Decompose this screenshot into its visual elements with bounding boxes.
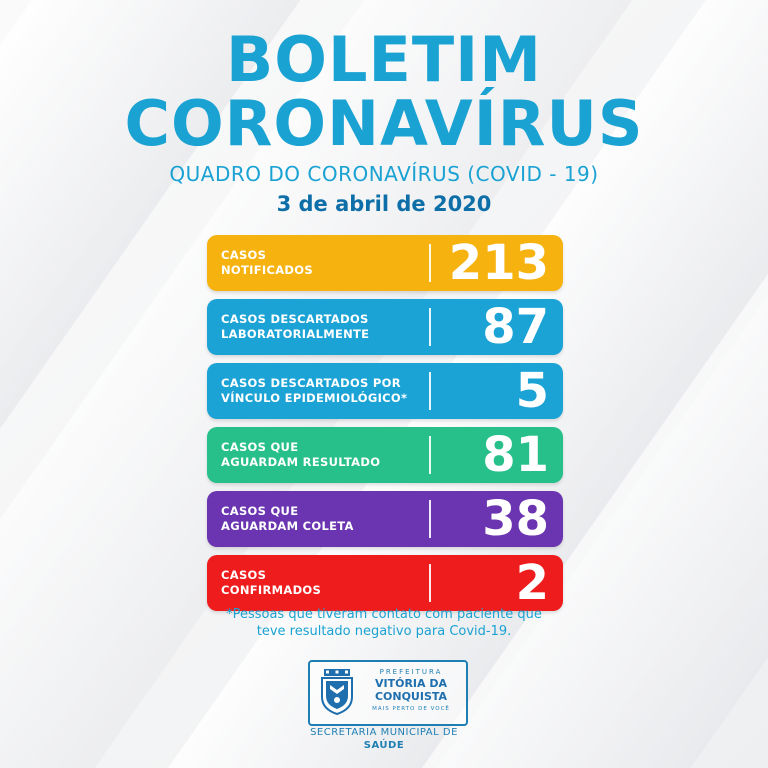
row-value: 81 — [482, 427, 549, 483]
row-label: CASOS QUE AGUARDAM RESULTADO — [221, 440, 381, 469]
row-descartados-laboratorialmente — [207, 299, 563, 355]
row-label: CASOS DESCARTADOS POR VÍNCULO EPIDEMIOLÓGICO* — [221, 376, 408, 405]
footer-saude: SAÚDE — [363, 740, 405, 751]
row-notificados — [207, 235, 563, 291]
logo-city-name: VITÓRIA DA CONQUISTA — [374, 677, 448, 703]
logo-slogan: MAIS PERTO DE VOCÊ — [372, 706, 450, 712]
row-value: 38 — [482, 491, 549, 547]
bulletin-date: 3 de abril de 2020 — [276, 192, 492, 216]
coat-of-arms-icon — [318, 669, 356, 715]
subtitle: QUADRO DO CORONAVÍRUS (COVID - 19) — [169, 162, 599, 186]
title-line-2: CORONAVÍRUS — [124, 87, 644, 160]
row-divider — [429, 564, 431, 602]
row-descartados-vinculo — [207, 363, 563, 419]
row-value: 2 — [515, 555, 549, 611]
row-divider — [429, 436, 431, 474]
cases-table — [207, 235, 563, 619]
row-value: 87 — [482, 299, 549, 355]
logo-prefeitura-text: PREFEITURA — [379, 668, 443, 676]
row-confirmados — [207, 555, 563, 611]
row-value: 5 — [515, 363, 549, 419]
footer-secretaria: SECRETARIA MUNICIPAL DE — [310, 727, 458, 738]
row-aguardam-resultado — [207, 427, 563, 483]
row-divider — [429, 500, 431, 538]
row-label: CASOS CONFIRMADOS — [221, 568, 322, 597]
footnote: *Pessoas que tiveram contato com paciente que teve resultado negativo para Covid-19. — [226, 607, 542, 639]
row-divider — [429, 372, 431, 410]
row-value: 213 — [448, 235, 549, 291]
row-divider — [429, 244, 431, 282]
row-label: CASOS QUE AGUARDAM COLETA — [221, 504, 354, 533]
title-line-1: BOLETIM — [226, 23, 542, 96]
row-label: CASOS NOTIFICADOS — [221, 248, 313, 277]
prefeitura-logo — [308, 660, 468, 726]
row-divider — [429, 308, 431, 346]
row-aguardam-coleta — [207, 491, 563, 547]
row-label: CASOS DESCARTADOS LABORATORIALMENTE — [221, 312, 370, 341]
